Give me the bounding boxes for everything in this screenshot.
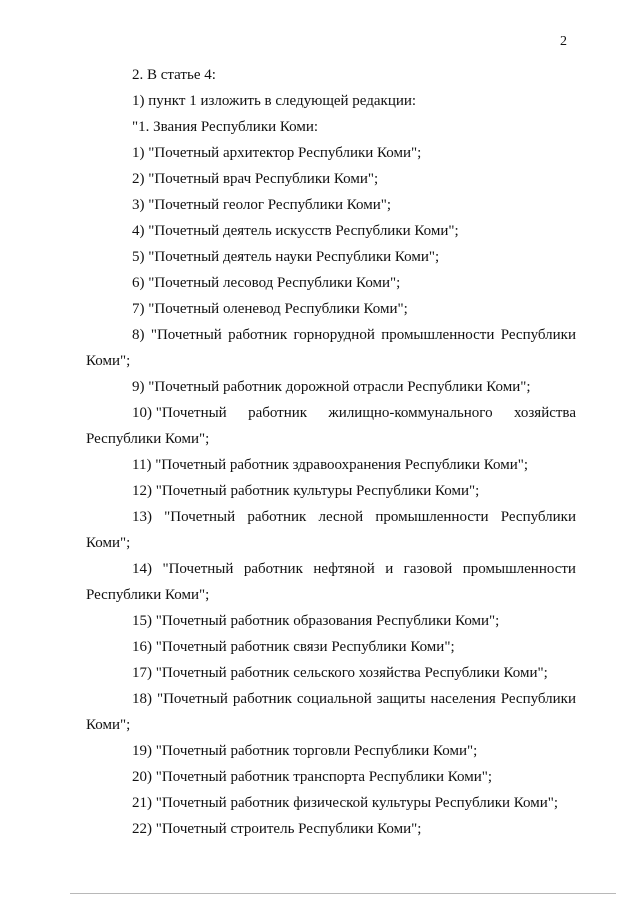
word: работник xyxy=(232,691,292,707)
word: жилищно-коммунального xyxy=(328,405,493,421)
word: работник xyxy=(243,561,303,577)
list-item: 6) "Почетный лесовод Республики Коми"; xyxy=(132,275,401,291)
word: работник xyxy=(228,327,288,343)
list-item: 16) "Почетный работник связи Республики Коми"; xyxy=(132,639,455,655)
word: 18) xyxy=(132,691,152,707)
word: "Почетный xyxy=(164,509,236,525)
list-item-justified xyxy=(86,686,576,712)
section-heading: 2. В статье 4: xyxy=(132,67,216,83)
list-item-justified xyxy=(86,322,576,348)
word: горнорудной xyxy=(293,327,375,343)
list-item: 5) "Почетный деятель науки Республики Коми"; xyxy=(132,249,440,265)
list-item-justified xyxy=(86,400,576,426)
list-item-continuation: Коми"; xyxy=(86,353,131,369)
list-item: 17) "Почетный работник сельского хозяйства Республики Коми"; xyxy=(132,665,548,681)
word: социальной xyxy=(296,691,372,707)
list-item: 9) "Почетный работник дорожной отрасли Республики Коми"; xyxy=(132,379,531,395)
list-item-continuation: Республики Коми"; xyxy=(86,431,210,447)
list-item: 21) "Почетный работник физической культуры Республики Коми"; xyxy=(132,795,559,811)
list-item-justified xyxy=(86,504,576,530)
word: 10) "Почетный xyxy=(132,405,227,421)
word: "Почетный xyxy=(162,561,234,577)
word: работник xyxy=(248,405,308,421)
word: Республики xyxy=(500,509,576,525)
list-item: 12) "Почетный работник культуры Республики Коми"; xyxy=(132,483,480,499)
word: 13) xyxy=(132,509,152,525)
list-item: 15) "Почетный работник образования Республики Коми"; xyxy=(132,613,500,629)
word: 8) xyxy=(132,327,145,343)
word: населения xyxy=(430,691,496,707)
word: промышленности xyxy=(381,327,495,343)
list-item: 19) "Почетный работник торговли Республики Коми"; xyxy=(132,743,478,759)
word: хозяйства xyxy=(513,405,576,421)
list-item: 1) "Почетный архитектор Республики Коми"; xyxy=(132,145,422,161)
word: лесной xyxy=(318,509,364,525)
list-heading: "1. Звания Республики Коми: xyxy=(132,119,319,135)
list-item: 2) "Почетный врач Республики Коми"; xyxy=(132,171,379,187)
word: промышленности xyxy=(375,509,489,525)
word: газовой xyxy=(403,561,453,577)
word: и xyxy=(385,561,394,577)
list-item: 3) "Почетный геолог Республики Коми"; xyxy=(132,197,392,213)
document-body xyxy=(86,62,576,842)
list-item-justified xyxy=(86,556,576,582)
word: нефтяной xyxy=(313,561,375,577)
list-item: 11) "Почетный работник здравоохранения Республики Коми"; xyxy=(132,457,529,473)
list-item: 20) "Почетный работник транспорта Республики Коми"; xyxy=(132,769,493,785)
page-bottom-rule xyxy=(70,893,616,894)
page-number: 2 xyxy=(560,34,567,49)
list-item: 22) "Почетный строитель Республики Коми"; xyxy=(132,821,422,837)
list-item: 7) "Почетный оленевод Республики Коми"; xyxy=(132,301,408,317)
word: промышленности xyxy=(462,561,576,577)
list-item: 4) "Почетный деятель искусств Республики Коми"; xyxy=(132,223,459,239)
instruction-line: 1) пункт 1 изложить в следующей редакции: xyxy=(132,93,417,109)
list-item-continuation: Коми"; xyxy=(86,535,131,551)
list-item-continuation: Республики Коми"; xyxy=(86,587,210,603)
word: "Почетный xyxy=(150,327,222,343)
list-item-continuation: Коми"; xyxy=(86,717,131,733)
word: Республики xyxy=(500,691,576,707)
word: Республики xyxy=(500,327,576,343)
word: защиты xyxy=(376,691,426,707)
word: работник xyxy=(247,509,307,525)
word: "Почетный xyxy=(156,691,228,707)
word: 14) xyxy=(132,561,152,577)
